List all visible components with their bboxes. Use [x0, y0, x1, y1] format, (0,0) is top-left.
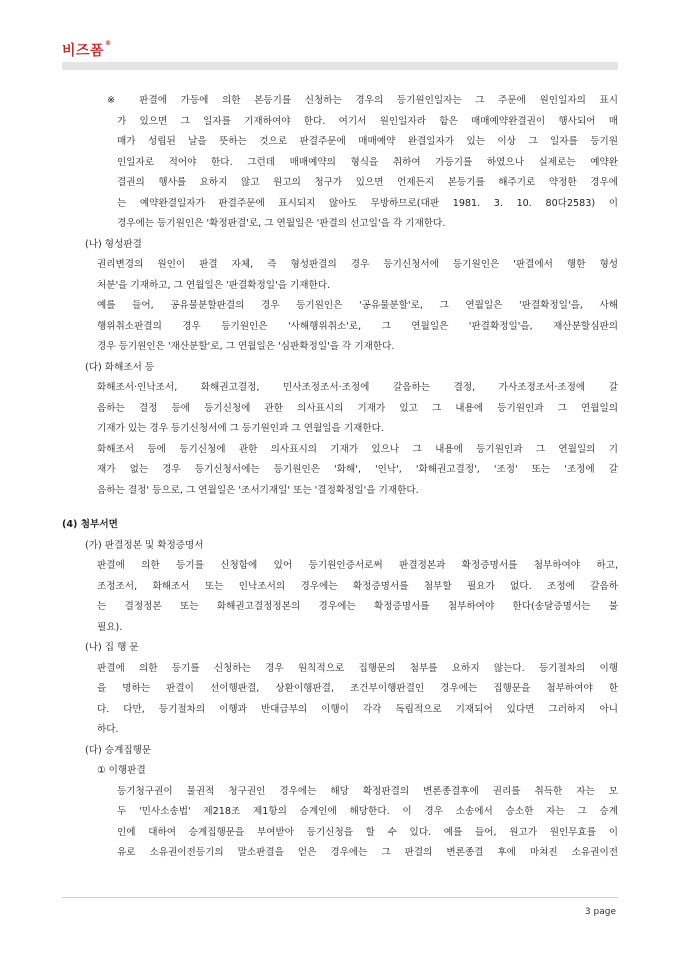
document-body — [62, 91, 618, 864]
paragraph-line: 두 '민사소송법' 제218조 제1항의 승계인에 해당한다. 이 경우 소송에서 승소한 자는 그 승계 — [117, 806, 618, 817]
paragraph-line: 을 명하는 판결이 선이행판결, 상환이행판결, 조건부이행판결인 경우에는 집행문을 첨부하여야 한 — [97, 683, 618, 694]
note-line: 가 있으면 그 일자를 기재하여야 한다. 여기서 원인일자라 함은 매매예약완결권이 행사되어 매 — [117, 115, 618, 127]
subsection-heading: (나) 집 행 문 — [85, 642, 139, 653]
paragraph-line: 음하는 결정' 등으로, 그 연월일은 '조서기재일' 또는 '결정확정일'을 기재한다. — [97, 484, 419, 496]
item-heading: ① 이행판결 — [97, 765, 146, 776]
header-rule — [62, 62, 618, 70]
paragraph-line: 하다. — [97, 724, 119, 735]
paragraph-line: 등기청구권이 물권적 청구권인 경우에는 해당 확정판결의 변론종결후에 권리를 취득한 자는 모 — [117, 785, 618, 797]
subsection-heading: (다) 화해조서 등 — [85, 361, 155, 373]
brand-logo-text: 비즈폼 — [62, 43, 105, 59]
subsection-heading: (다) 승계집행문 — [85, 744, 152, 756]
note-line: 매가 성립된 날을 뜻하는 것으로 판결주문에 매매예약 완결일자가 있는 이상 그 일자를 등기원 — [117, 136, 618, 147]
paragraph-line: 행위취소판결의 경우 등기원인은 '사해행위취소'로, 그 연월일은 '판결확정일'을, 재산분할심판의 — [97, 320, 618, 332]
paragraph-line: 재가 없는 경우 등기신청서에는 등기원인은 '화해', '인낙', '화해권고결정', '조정' 또는 '조정에 갈 — [97, 464, 618, 475]
paragraph-line: 예를 들어, 공유물분할판결의 경우 등기원인은 '공유물분할'로, 그 연월일은 '판결확정일'을, 사해 — [97, 300, 618, 311]
footer-rule — [62, 897, 618, 898]
paragraph-line: 처분'을 기재하고, 그 연월일은 '판결확정일'을 기재한다. — [97, 279, 331, 291]
paragraph-line: 판결에 의한 등기를 신청함에 있어 등기원인증서로써 판결정본과 확정증명서를 첨부하여야 하고, — [97, 560, 618, 571]
paragraph-line: 는 결정정본 또는 화해권고결정정본의 경우에는 확정증명서를 첨부하여야 한다(송달증명서는 불 — [97, 601, 618, 612]
paragraph-line: 유로 소유권이전등기의 말소판결을 얻은 경우에는 그 판결의 변론종결 후에 마쳐진 소유권이전 — [117, 847, 618, 858]
paragraph-line: 다. 다만, 등기절차의 이행과 반대급부의 이행이 각각 독립적으로 기재되어 있다면 그러하지 아니 — [97, 703, 618, 715]
paragraph-line: 경우 등기원인은 '재산분할'로, 그 연월일은 '심판확정일'을 각 기재한다. — [97, 341, 395, 352]
registered-mark: ® — [105, 40, 112, 47]
paragraph-line: 인에 대하여 승계집행문을 부여받아 등기신청을 할 수 있다. 예를 들어, 원고가 원인무효를 이 — [117, 826, 618, 838]
section-heading: (4) 첨부서면 — [62, 519, 118, 530]
note-line: 는 예약완결일자가 판결주문에 표시되지 않아도 무방하므로(대판 1981. 3. 10. 80다2583) 이 — [117, 197, 618, 209]
note-line: 인일자로 적어야 한다. 그런데 매매예약의 형식을 취하여 가등기를 하였으나 실제로는 예약완 — [117, 156, 618, 168]
subsection-heading: (가) 판결정본 및 확정증명서 — [85, 539, 204, 551]
paragraph-line: 음하는 결정 등에 등기신청에 관한 의사표시의 기재가 있고 그 내용에 등기원인과 그 연월일의 — [97, 402, 618, 414]
subsection-heading: (나) 형성판결 — [85, 238, 142, 250]
paragraph-line: 화해조서 등에 등기신청에 관한 의사표시의 기재가 있으나 그 내용에 등기원인과 그 연월일의 기 — [97, 443, 618, 455]
paragraph-line: 필요). — [97, 621, 123, 633]
paragraph-line: 기재가 있는 경우 등기신청서에 그 등기원인과 그 연월일을 기재한다. — [97, 423, 384, 434]
note-line: ※ 판결에 가등에 의한 본등기를 신청하는 경우의 등기원인일자는 그 주문에 원인일자의 표시 — [107, 95, 618, 106]
paragraph-line: 권리변경의 원인이 판결 자체, 즉 형성판결의 경우 등기신청서에 등기원인은 '판결에서 행한 형성 — [97, 259, 618, 270]
paragraph-line: 조정조서, 화해조서 또는 인낙조서의 경우에는 확정증명서를 첨부할 필요가 없다. 조정에 갈음하 — [97, 580, 618, 592]
note-line: 경우에는 등기원인은 '확정판결'로, 그 연월일은 '판결의 선고일'을 각 기재한다. — [117, 218, 446, 229]
paragraph-line: 화해조서·인낙조서, 화해권고결정, 민사조정조서·조정에 갈음하는 결정, 가사조정조서·조정에 갈 — [97, 382, 618, 393]
page-number: 3 page — [584, 907, 616, 917]
brand-logo — [62, 40, 112, 60]
note-line: 결권의 행사를 요하지 않고 원고의 청구가 있으면 언제든지 본등기를 해주기로 약정한 경우에 — [117, 177, 618, 188]
paragraph-line: 판결에 의한 등기를 신청하는 경우 원칙적으로 집행문의 첨부를 요하지 않는다. 등기절차의 이행 — [97, 662, 618, 674]
